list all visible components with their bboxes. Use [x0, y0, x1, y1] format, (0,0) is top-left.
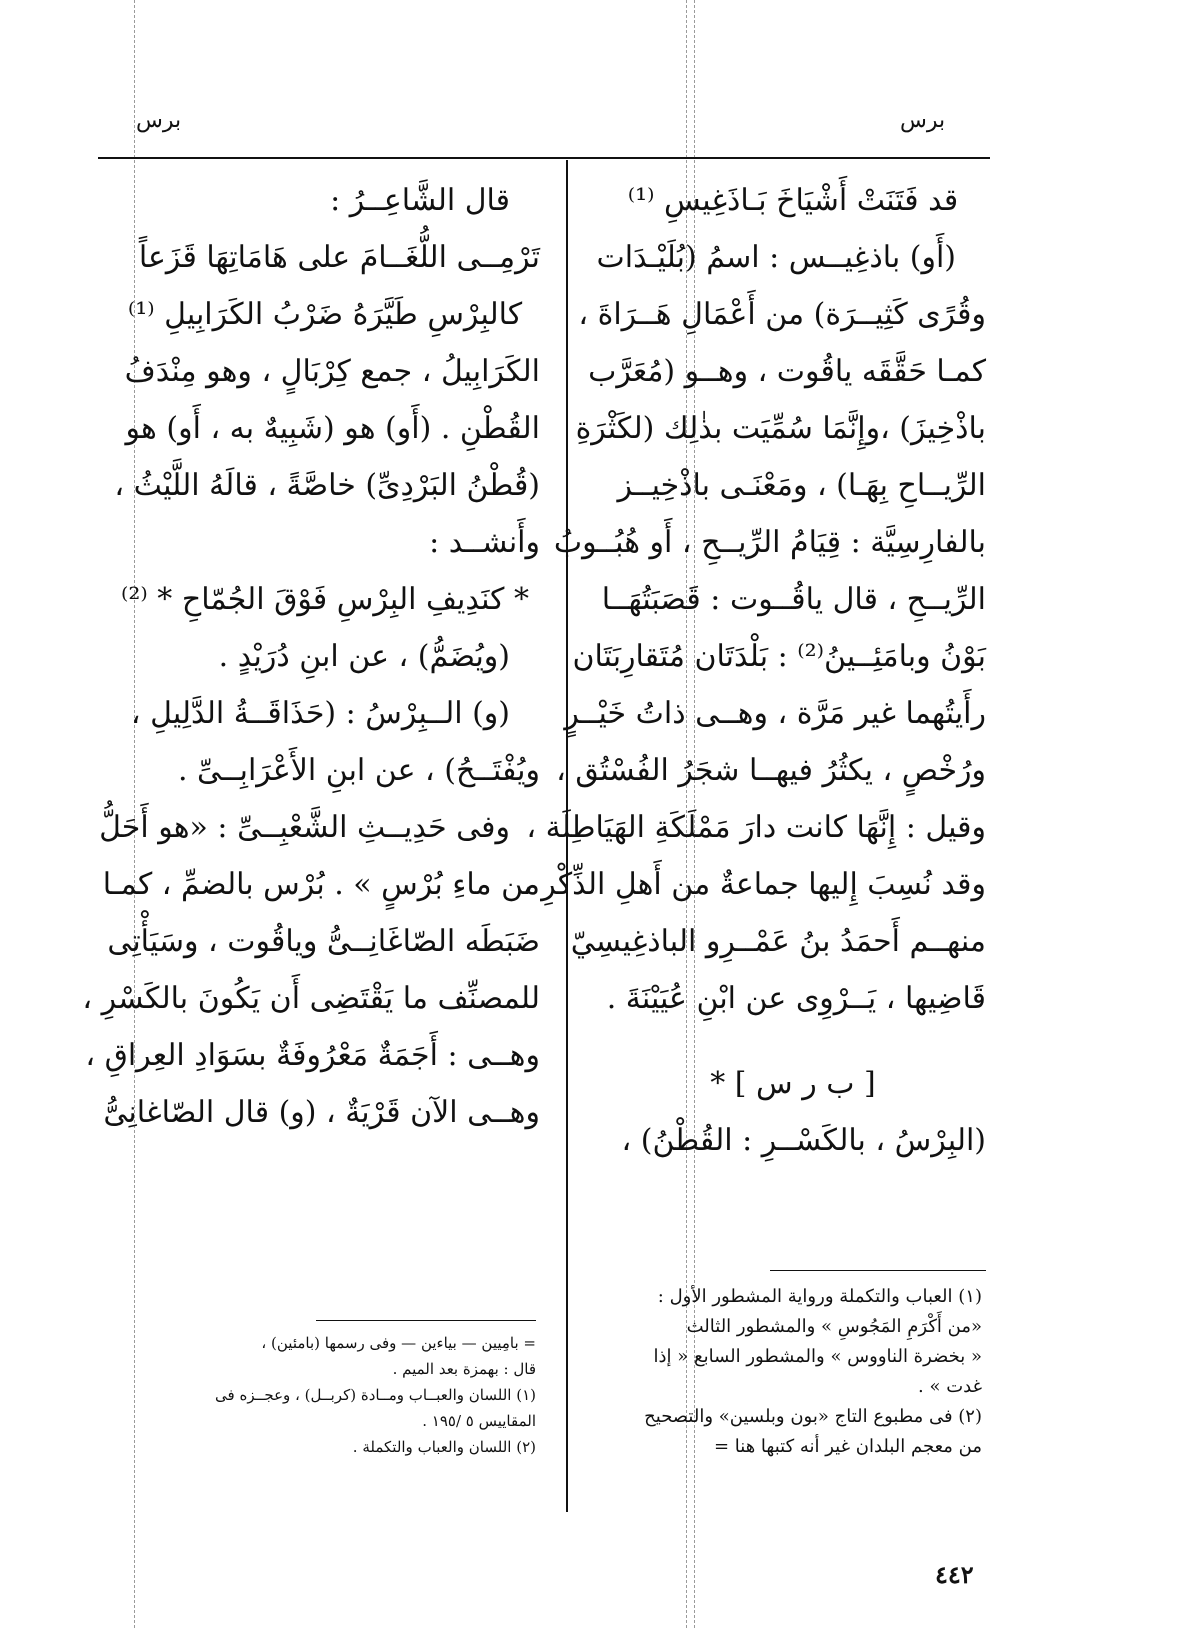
- text-line: وأَنشــد :: [429, 525, 540, 560]
- text-line: بَوْنُ وبامَئِــينُ⁽²⁾ : بَلْدَتَان مُتَقارِبَتَان: [572, 639, 986, 674]
- footnote-line: غدت » .: [918, 1376, 982, 1397]
- footnote-line: (١) العباب والتكملة ورواية المشطور الأول :: [657, 1286, 982, 1307]
- footnote-line: من معجم البلدان غير أنه كتبها هنا =: [713, 1436, 982, 1457]
- text-line: الرِّيــاحِ بِهَـا) ، ومَعْنَـى باذْخِيــز: [617, 468, 986, 503]
- text-line: وهــى : أَجَمَةٌ مَعْرُوفَةٌ بسَوَادِ العِراقِ ،: [85, 1038, 540, 1073]
- footnote-line: (٢) اللسان والعباب والتكملة .: [352, 1438, 536, 1456]
- text-line: (أَو) باذغِيــس : اسمُ (بُلَيْـدَات: [596, 240, 956, 275]
- footnote-line: (٢) فى مطبوع التاج «بون وبلسين» والتصحيح: [644, 1406, 982, 1427]
- right-column: [522, 172, 986, 1169]
- text-line: الكَرَابِيلُ ، جمع كِرْبَالٍ ، وهو مِنْدَفُ: [124, 354, 540, 389]
- verse-line: قد فَتَنَتْ أَشْيَاخَ بَـاذَغِيسِ ⁽¹⁾: [627, 183, 959, 218]
- page-number: ٤٤٢: [935, 1560, 974, 1589]
- running-header-right: برس: [900, 108, 946, 133]
- footnote-line: قال : بهمزة بعد الميم .: [392, 1360, 536, 1378]
- verse-line: كالبِرْسِ طَيَّرَهُ ضَرْبُ الكَرَابِيلِ ⁽¹⁾: [127, 297, 523, 332]
- text-line: ضَبَطَه الصّاغَانِــىُّ وياقُوت ، وسَيَأْتِى: [107, 924, 540, 959]
- footnote-line: المقاييس ٥ /١٩٥ .: [422, 1412, 536, 1430]
- footnotes-left: [116, 1330, 536, 1460]
- text-line: منهــم أَحمَدُ بنُ عَمْــرِو الباذغِيسِيّ: [570, 924, 986, 959]
- text-line: بالفارِسِيَّة : قِيَامُ الرِّيــحِ ، أَو هُبُــوبُ: [553, 525, 986, 560]
- running-header-left: برس: [136, 108, 182, 133]
- footnote-line: = بامِيين — بياءين — وفى رسمها (بامئين) ،: [261, 1334, 536, 1352]
- text-line: باذْخِيزَ) ،وإِنَّمَا سُمِّيَت بذٰلِك (لكَثْرَةِ: [575, 411, 986, 446]
- text-line: (و) الــبِرْسُ : (حَذَاقَــةُ الدَّلِيلِ ،: [130, 696, 510, 731]
- text-line: رأَيتُهما غير مَرَّة ، وهــى ذاتُ خَيْــرٍ: [564, 696, 986, 731]
- text-line: وقُرًى كَثِيــرَة) من أَعْمَالِ هَــرَاةَ ،: [578, 297, 986, 332]
- text-line: (قُطْنُ البَرْدِىِّ) خاصَّةً ، قالَهُ اللَّيْثُ ،: [114, 468, 540, 503]
- entry-definition-line: (البِرْسُ ، بالكَسْــرِ : القُطْنُ) ،: [621, 1123, 986, 1158]
- footnotes-right: [600, 1282, 982, 1462]
- text-line: (ويُضَمُّ) ، عن ابنِ دُرَيْدٍ .: [218, 639, 510, 674]
- text-line: القُطْنِ . (أَو) هو (شَبِيهٌ به ، أَو) هو: [125, 411, 540, 446]
- footnote-rule-right: [770, 1270, 986, 1271]
- text-line: وهــى الآن قَرْيَةٌ ، (و) قال الصّاغانِىُّ: [103, 1095, 540, 1130]
- text-line: كمـا حَقَّقَه ياقُوت ، وهــو (مُعَرَّب: [588, 354, 986, 389]
- text-line: من ماءِ بُرْسٍ » . بُرْس بالضمِّ ، كمـا: [102, 867, 540, 902]
- text-line: ورُخْصٍ ، يكثُرُ فيهــا شجَرُ الفُسْتُق ،: [556, 753, 986, 788]
- text-line: ويُفْتَــحُ) ، عن ابنِ الأَعْرَابِــىِّ .: [177, 753, 540, 788]
- footnote-rule-left: [316, 1320, 536, 1321]
- footnote-line: «من أَكْرَمِ المَجُوسِ » والمشطور الثالث: [686, 1316, 982, 1337]
- text-line: الرِّيــحِ ، قال ياقُــوت : قَصَبَتُهَــا: [601, 582, 986, 617]
- verse-line: تَرْمِــى اللُّغَــامَ على هَامَاتِهَا قَزَعاً: [138, 240, 540, 275]
- text-line: وفى حَدِيــثِ الشَّعْبِــىِّ : «هو أَحَلُّ: [99, 810, 510, 845]
- text-line: قَاضِيها ، يَــرْوِى عن ابْنِ عُيَيْنَةَ .: [606, 981, 986, 1016]
- header-rule: [98, 157, 990, 159]
- section-heading: [ ب ر س ] *: [710, 1066, 876, 1101]
- left-column: [82, 172, 540, 1141]
- text-line: للمصنِّف ما يَقْتَضِى أَن يَكُونَ بالكَسْرِ ،: [82, 981, 540, 1016]
- footnote-line: « بخضرة الناووس » والمشطور السابع « إذا: [653, 1346, 982, 1367]
- footnote-line: (١) اللسان والعبــاب ومــادة (كربــل) ، وعجــزه فى: [215, 1386, 536, 1404]
- text-line: وقيل : إِنَّهَا كانت دارَ مَمْلَكَةِ الهَيَاطِلَة ،: [526, 810, 986, 845]
- text-line: وقد نُسِبَ إِليها جماعةٌ من أَهلِ الذِّكْرِ ،: [522, 867, 986, 902]
- verse-line: * كنَدِيفِ البِرْسِ فَوْقَ الجُمّاحِ * ⁽²⁾: [121, 582, 529, 617]
- text-line: قال الشَّاعِــرُ :: [330, 183, 510, 218]
